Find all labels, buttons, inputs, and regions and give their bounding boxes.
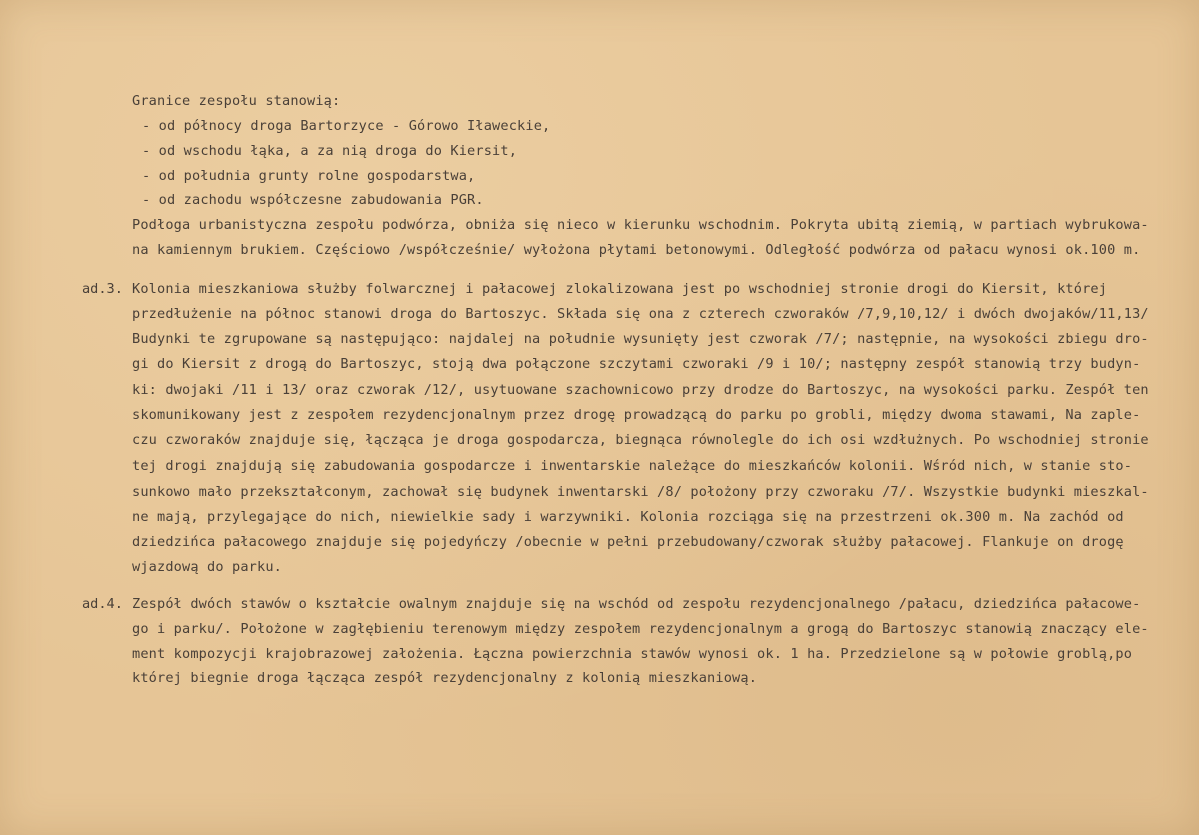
section-3-line: wjazdową do parku. bbox=[132, 559, 283, 575]
section-3-line: czu czworaków znajduje się, łącząca je droga gospodarcza, biegnąca równolegle do ich osi wzdłużnych. Po wschodniej stronie bbox=[132, 432, 1149, 448]
section-3-label: ad.3. bbox=[82, 281, 123, 297]
boundary-item-south: - od południa grunty rolne gospodarstwa, bbox=[142, 168, 476, 184]
intro-heading: Granice zespołu stanowią: bbox=[132, 93, 341, 109]
section-3-line: tej drogi znajdują się zabudowania gospodarcze i inwentarskie należące do mieszkańców kolonii. Wśród nich, w stanie sto- bbox=[132, 458, 1133, 474]
intro-paragraph-line: na kamiennym brukiem. Częściowo /współcześnie/ wyłożona płytami betonowymi. Odległość podwórza od pałacu wynosi ok.100 m. bbox=[132, 242, 1141, 258]
section-3-line: ne mają, przylegające do nich, niewielkie sady i warzywniki. Kolonia rozciąga się na przestrzeni ok.300 m. Na zachód od bbox=[132, 509, 1124, 525]
section-4-label: ad.4. bbox=[82, 596, 123, 612]
section-3-line: skomunikowany jest z zespołem rezydencjonalnym przez drogę prowadzącą do parku po grobli, między dwoma stawami, Na zaple- bbox=[132, 407, 1141, 423]
section-4-line: ment kompozycji krajobrazowej założenia. Łączna powierzchnia stawów wynosi ok. 1 ha. Przedzielone są w połowie groblą,po bbox=[132, 646, 1133, 662]
boundary-item-east: - od wschodu łąka, a za nią droga do Kiersit, bbox=[142, 143, 518, 159]
intro-paragraph-line: Podłoga urbanistyczna zespołu podwórza, obniża się nieco w kierunku wschodnim. Pokryta ubitą ziemią, w partiach wybrukowa- bbox=[132, 217, 1149, 233]
section-3-line: gi do Kiersit z drogą do Bartoszyc, stoją dwa połączone szczytami czworaki /9 i 10/; następny zespół stanowią trzy budyn- bbox=[132, 356, 1141, 372]
boundary-item-north: - od północy droga Bartorzyce - Górowo Iławeckie, bbox=[142, 118, 551, 134]
section-3-line: ki: dwojaki /11 i 13/ oraz czworak /12/, usytuowane szachownicowo przy drodze do Bartoszyc, na wysokości parku. Zespół ten bbox=[132, 382, 1149, 398]
boundary-item-west: - od zachodu współczesne zabudowania PGR. bbox=[142, 192, 484, 208]
section-4-line: której biegnie droga łącząca zespół rezydencjonalny z kolonią mieszkaniową. bbox=[132, 670, 758, 686]
section-4-line: go i parku/. Położone w zagłębieniu terenowym między zespołem rezydencjonalnym a grogą do Bartoszyc stanowią znaczący ele- bbox=[132, 621, 1149, 637]
section-3-line: przedłużenie na północ stanowi droga do Bartoszyc. Składa się ona z czterech czworaków /7,9,10,12/ i dwóch dwojaków/11,13/ bbox=[132, 306, 1149, 322]
section-3-line: dziedzińca pałacowego znajduje się pojedyńczy /obecnie w pełni przebudowany/czworak służby pałacowej. Flankuje on drogę bbox=[132, 534, 1124, 550]
section-3-line: Kolonia mieszkaniowa służby folwarcznej i pałacowej zlokalizowana jest po wschodniej stronie drogi do Kiersit, której bbox=[132, 281, 1108, 297]
section-3-line: sunkowo mało przekształconym, zachował się budynek inwentarski /8/ położony przy czworaku /7/. Wszystkie budynki mieszkal- bbox=[132, 484, 1149, 500]
section-3-line: Budynki te zgrupowane są następująco: najdalej na południe wysunięty jest czworak /7/; następnie, na wysokości zbiegu dro- bbox=[132, 331, 1149, 347]
section-4-line: Zespół dwóch stawów o kształcie owalnym znajduje się na wschód od zespołu rezydencjonalnego /pałacu, dziedzińca pałacowe- bbox=[132, 596, 1141, 612]
